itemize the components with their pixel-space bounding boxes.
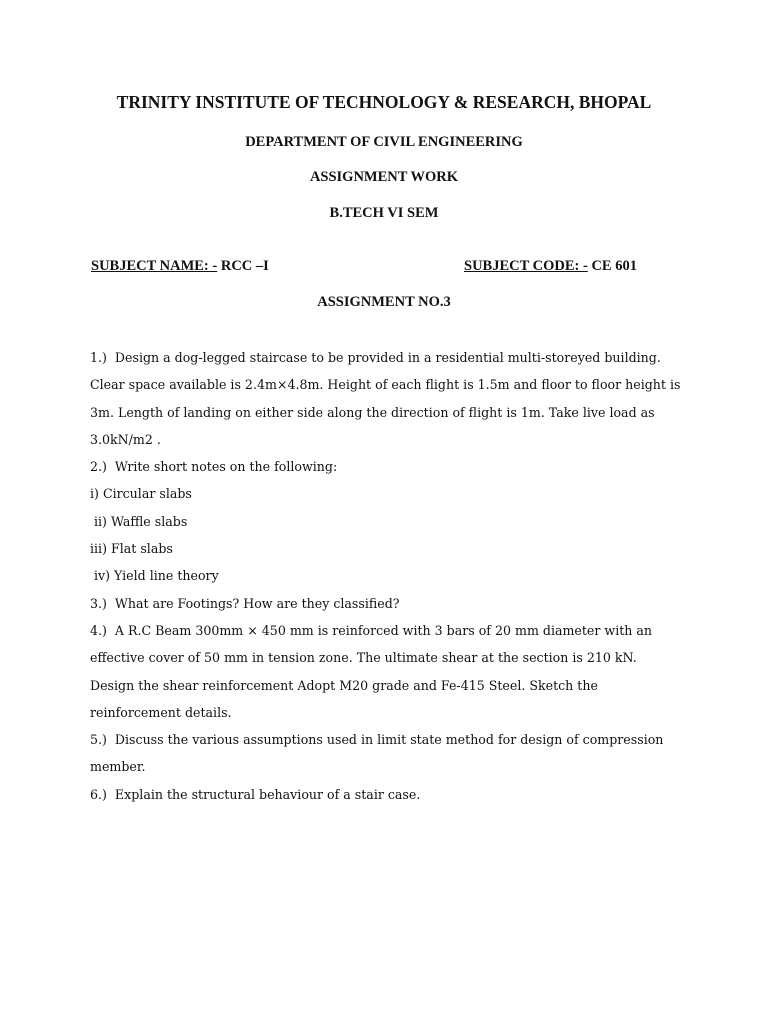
question-line: 6.) Explain the structural behaviour of a stair case. — [90, 786, 421, 802]
question-line: 2.) Write short notes on the following: — [90, 459, 338, 475]
question-line: Design the shear reinforcement Adopt M20 grade and Fe-415 Steel. Sketch the — [90, 677, 598, 693]
question-line: 5.) Discuss the various assumptions used in limit state method for design of compression — [90, 732, 664, 748]
subject-code — [464, 258, 637, 275]
question-line: iii) Flat slabs — [90, 541, 173, 557]
question-line: 3.0kN/m2 . — [90, 431, 161, 447]
question-line: ii) Waffle slabs — [90, 513, 188, 529]
question-line: Clear space available is 2.4m×4.8m. Height of each flight is 1.5m and floor to floor height is — [90, 377, 681, 393]
assignment-work-title: ASSIGNMENT WORK — [309, 169, 459, 185]
subject-name — [91, 258, 269, 275]
question-line: effective cover of 50 mm in tension zone. The ultimate shear at the section is 210 kN. — [90, 650, 637, 666]
question-line: 3.) What are Footings? How are they classified? — [90, 595, 400, 611]
question-line: i) Circular slabs — [90, 486, 192, 502]
department-title: DEPARTMENT OF CIVIL ENGINEERING — [245, 134, 523, 150]
question-line: reinforcement details. — [90, 704, 232, 720]
semester-title: B.TECH VI SEM — [329, 205, 439, 221]
subject-code-label: SUBJECT CODE: - — [464, 258, 588, 274]
subject-name-label: SUBJECT NAME: - — [91, 258, 218, 274]
assignment-number: ASSIGNMENT NO.3 — [317, 294, 451, 310]
subject-name-value: RCC –I — [217, 258, 269, 274]
institute-title: TRINITY INSTITUTE OF TECHNOLOGY & RESEARCH, BHOPAL — [116, 92, 652, 112]
question-line: 4.) A R.C Beam 300mm × 450 mm is reinforced with 3 bars of 20 mm diameter with an — [90, 622, 653, 638]
question-line: 1.) Design a dog-legged staircase to be provided in a residential multi-storeyed building. — [90, 350, 661, 365]
question-line: iv) Yield line theory — [90, 568, 219, 584]
subject-code-value: CE 601 — [587, 258, 637, 274]
assignment-questions — [90, 344, 690, 808]
question-line: member. — [90, 759, 146, 775]
question-line: 3m. Length of landing on either side along the direction of flight is 1m. Take live load as — [90, 404, 655, 420]
